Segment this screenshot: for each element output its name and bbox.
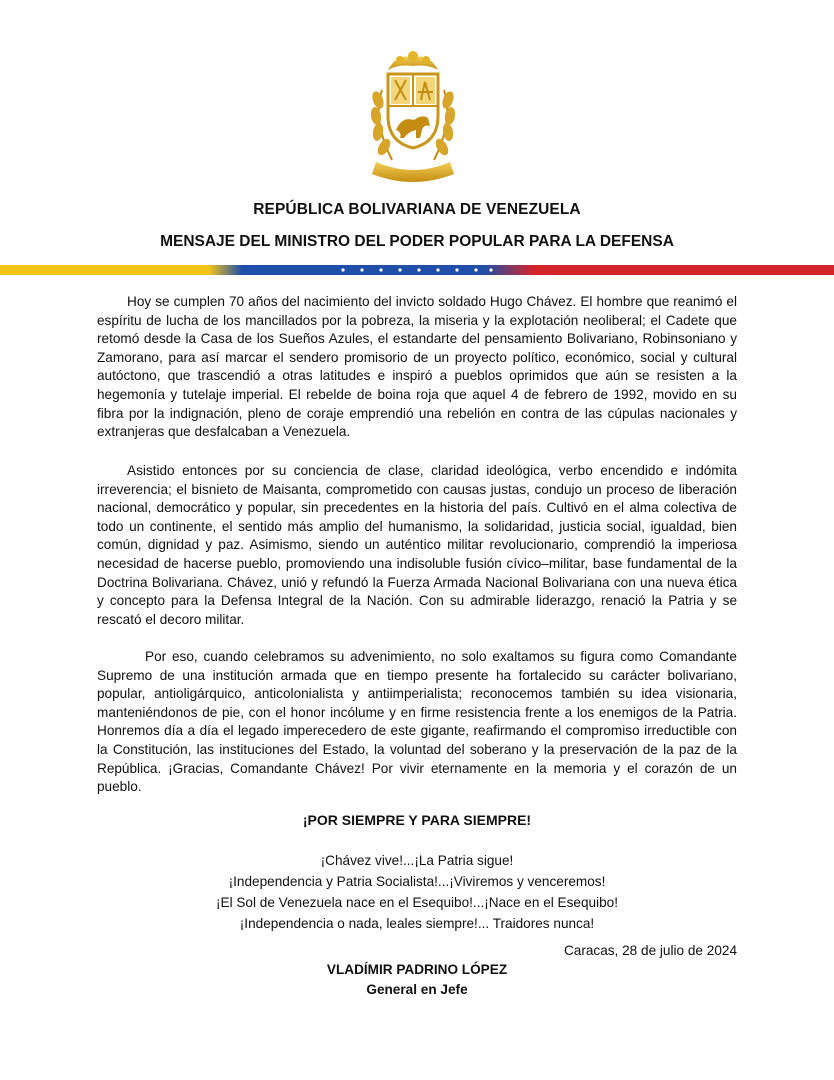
paragraph-text: Asistido entonces por su conciencia de clase, claridad ideológica, verbo encendido e indómita irreverencia; el bisnieto de Maisanta, comprometido con causas justas, condujo un proceso de liberación nacional, democrático y popular, sin precedentes en la historia del país. Cultivó en el alma colectiva de todo un continente, el sentido más amplio del humanismo, la solidaridad, justicia social, igualdad, bien común, dignidad y paz. Asimismo, siendo un auténtico militar revolucionario, comprendió la imperiosa necesidad de hacerse pueblo, promoviendo una indisoluble fusión cívico–militar, base fundamental de la Doctrina Bolivariana. Chávez, unió y refundó la Fuerza Armada Nacional Bolivariana con una nueva ética y concepto para la Defensa Integral de la Nación. Con su admirable liderazgo, renació la Patria y se rescató el decoro militar. [97,463,737,627]
closing-headline: ¡POR SIEMPRE Y PARA SIEMPRE! [302,812,532,828]
country-heading: REPÚBLICA BOLIVARIANA DE VENEZUELA [253,201,581,218]
slogan-line: ¡Independencia y Patria Socialista!...¡Viviremos y venceremos! [228,874,606,889]
flag-band [0,265,834,275]
paragraph-1 [97,293,737,442]
signatory-name: VLADÍMIR PADRINO LÓPEZ [326,962,508,977]
slogan-line: ¡Independencia o nada, leales siempre!... Traidores nunca! [239,916,595,931]
slogan-list [0,850,834,934]
coat-of-arms-icon [358,50,468,190]
slogan-line: ¡El Sol de Venezuela nace en el Esequibo!...¡Nace en el Esequibo! [215,895,619,910]
paragraph-3 [97,648,737,797]
paragraph-text: Por eso, cuando celebramos su advenimiento, no solo exaltamos su figura como Comandante Supremo de una institución armada que en tiempo presente ha fortalecido su carácter bolivariano, popular, antioligárquico, anticolonialista y antiimperialista; reconocemos también su idea visionaria, manteniéndonos de pie, con el honor incólume y en firme resistencia frente a los enemigos de la Patria. Honremos día a día el legado imperecedero de este gigante, reafirmando el compromiso irreductible con la Constitución, las instituciones del Estado, la voluntad del soberano y la preservación de la paz de la República. ¡Gracias, Comandante Chávez! Por vivir eternamente en la memoria y el corazón de un pueblo. [97,649,737,795]
paragraph-2 [97,462,737,629]
paragraph-text: Hoy se cumplen 70 años del nacimiento del invicto soldado Hugo Chávez. El hombre que reanimó el espíritu de lucha de los mancillados por la pobreza, la miseria y la explotación neoliberal; el Cadete que retomó desde la Casa de los Sueños Azules, el estandarte del pensamiento Bolivariano, Robinsoniano y Zamorano, para así marcar el sendero promisorio de un proyecto político, económico, social y cultural autóctono, que trascendió a otras latitudes e inspiró a pueblos oprimidos que aún se resisten a la hegemonía y tutelaje imperial. El rebelde de boina roja que aquel 4 de febrero de 1992, movido en su fibra por la indignación, pleno de coraje emprendió una rebelión en contra de las cúpulas nacionales y extranjeras que desfalcaban a Venezuela. [97,294,737,440]
slogan-line: ¡Chávez vive!...¡La Patria sigue! [320,853,514,868]
ministry-heading: MENSAJE DEL MINISTRO DEL PODER POPULAR PARA LA DEFENSA [160,233,674,250]
place-date: Caracas, 28 de julio de 2024 [563,943,737,958]
signatory-rank: General en Jefe [366,982,468,997]
